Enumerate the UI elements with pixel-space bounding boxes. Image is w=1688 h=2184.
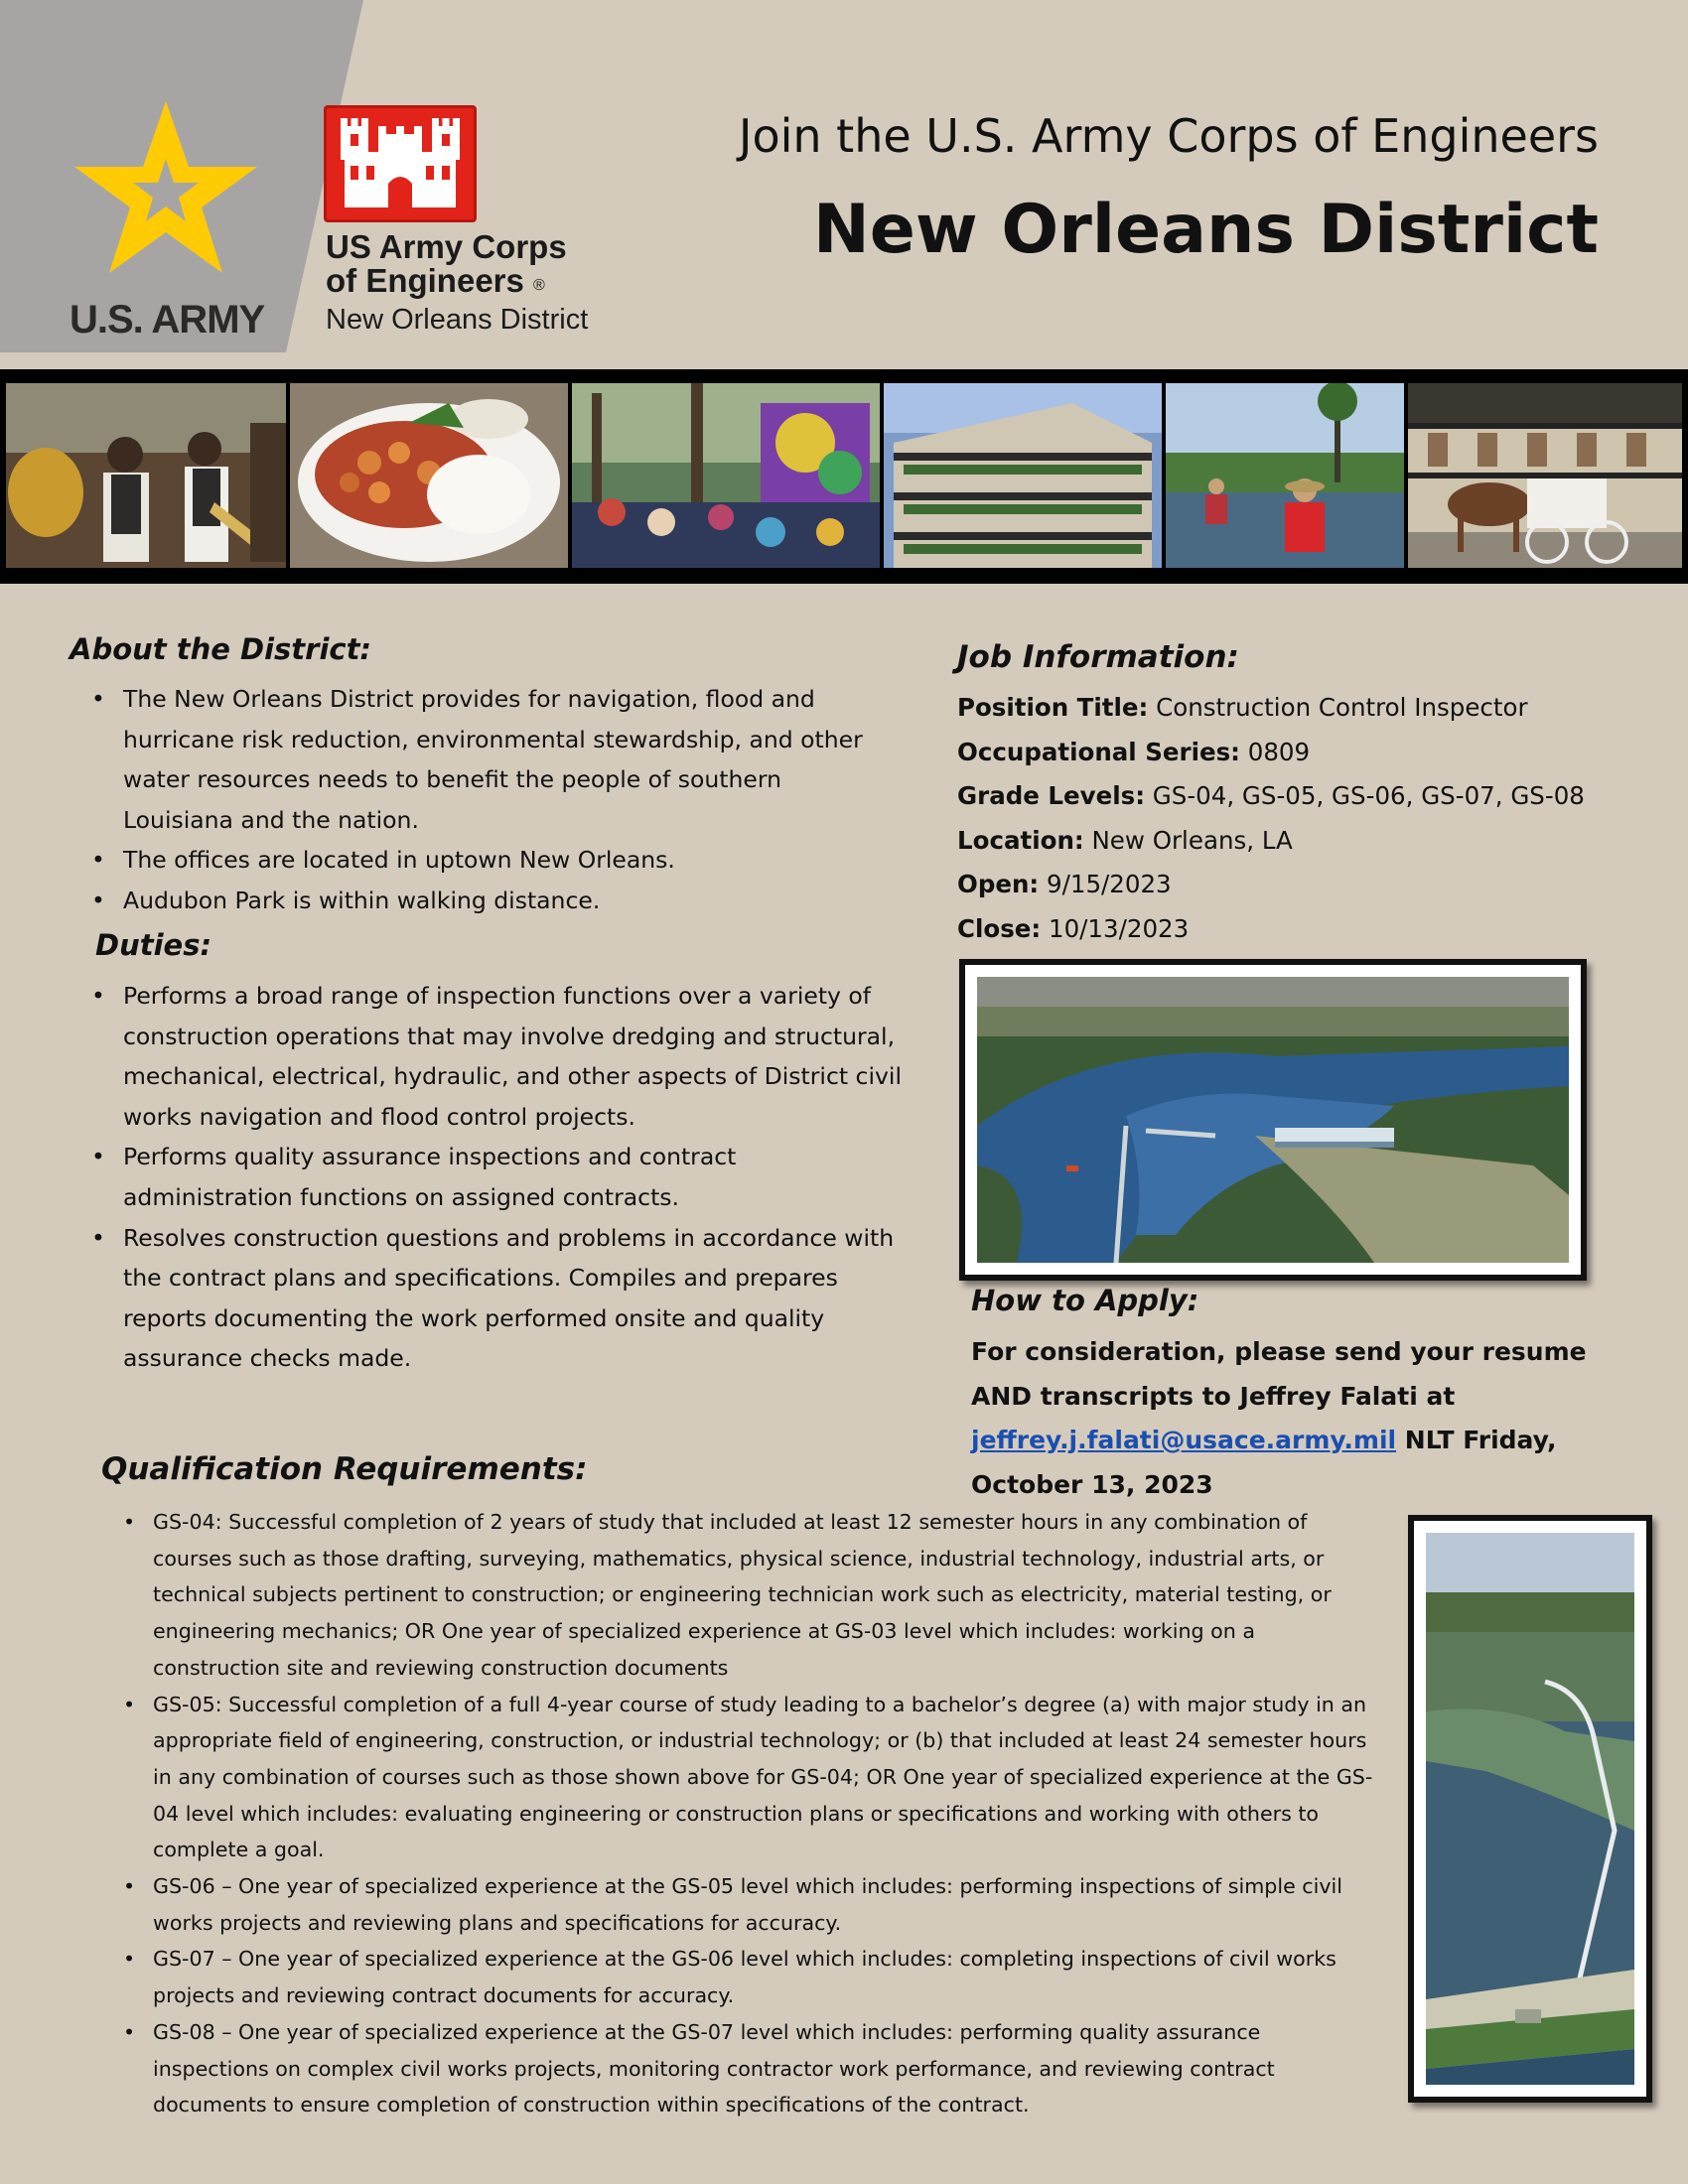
list-item: • GS-07 – One year of specialized experience at the GS-06 level which includes: completing inspections of civil works projects and reviewing contract documents for accuracy. — [101, 1941, 1382, 2013]
job-row-grades — [957, 774, 1652, 819]
army-star-icon — [71, 97, 260, 276]
job-row-close — [957, 907, 1652, 952]
list-item: • Audubon Park is within walking distance. — [70, 881, 894, 921]
qualifications-list — [101, 1504, 1382, 2123]
job-row-position — [957, 686, 1652, 731]
list-item: • Resolves construction questions and problems in accordance with the contract plans and specifications. Compiles and prepares reports documenting the work performed onsite and quality assurance checks made. — [70, 1218, 904, 1379]
apply-heading: How to Apply: — [971, 1284, 1199, 1317]
job-label: Location: — [957, 825, 1084, 855]
usace-logo-line3: New Orleans District — [326, 304, 589, 336]
list-item: • GS-04: Successful completion of 2 years of study that included at least 12 semester hours in any combination of courses such as those drafting, surveying, mathematics, physical science, industrial technology, industrial arts, or technical subjects pertinent to construction; or engineering technician work such as electricity, material testing, or engineering mechanics; OR One year of specialized experience at GS-03 level which includes: working on a construction site and reviewing construction documents — [101, 1504, 1382, 1687]
headline-line2: New Orleans District — [812, 191, 1599, 269]
castle-icon — [327, 108, 474, 219]
apply-text-after: NLT Friday, October 13, 2023 — [971, 1426, 1557, 1499]
list-item: • GS-06 – One year of specialized experience at the GS-05 level which includes: performing inspections of simple civil works projects and reviewing plans and specifications for accuracy. — [101, 1868, 1382, 1941]
brass-band-photo — [6, 383, 286, 568]
list-item: • The offices are located in uptown New Orleans. — [70, 840, 894, 881]
aerial-floodwall-image — [1426, 1533, 1634, 2085]
job-label: Close: — [957, 913, 1042, 943]
army-wordmark: U.S. ARMY — [70, 298, 265, 341]
photo-banner — [0, 369, 1688, 584]
usace-castle-logo — [324, 105, 477, 222]
duties-heading: Duties: — [95, 928, 212, 962]
mardi-gras-parade-photo — [572, 383, 880, 568]
job-info-block — [957, 686, 1652, 952]
headline-line1: Join the U.S. Army Corps of Engineers — [738, 109, 1599, 163]
apply-text-before: For consideration, please send your resume AND transcripts to Jeffrey Falati at — [971, 1337, 1587, 1411]
list-item: • GS-08 – One year of specialized experience at the GS-07 level which includes: performing quality assurance inspections on complex civil works projects, monitoring contractor work performance, and reviewing contract documents to ensure completion of construction within specifications of the contract. — [101, 2014, 1382, 2123]
usace-logo-line1: US Army Corps — [326, 228, 567, 265]
job-value: New Orleans, LA — [1083, 825, 1293, 855]
job-value: GS-04, GS-05, GS-06, GS-07, GS-08 — [1145, 781, 1585, 811]
list-item: • The New Orleans District provides for navigation, flood and hurricane risk reduction, environmental stewardship, and other water resources needs to benefit the people of southern Louisiana and the nation. — [70, 679, 894, 840]
duties-list — [70, 976, 904, 1379]
list-item: • GS-05: Successful completion of a full 4-year course of study leading to a bachelor’s degree (a) with major study in an appropriate field of engineering, construction, or industrial technology; or (b) that included at least 24 semester hours in any combination of courses such as those shown above for GS-04; OR One year of specialized experience at the GS-04 level which includes: evaluating engineering or construction plans or specifications and working with others to complete a goal. — [101, 1687, 1382, 1869]
about-list — [70, 679, 894, 921]
usace-logo-line2 — [326, 262, 545, 300]
job-info-heading: Job Information: — [957, 639, 1239, 675]
swamp-kayak-photo — [1166, 383, 1404, 568]
apply-text — [971, 1330, 1607, 1507]
job-label: Open: — [957, 870, 1040, 899]
french-quarter-balcony-photo — [884, 383, 1162, 568]
job-value: 10/13/2023 — [1041, 913, 1190, 943]
aerial-lock-image — [977, 977, 1569, 1263]
usace-logo-line2-text: of Engineers — [326, 262, 524, 299]
about-heading: About the District: — [70, 632, 372, 666]
job-label: Grade Levels: — [957, 781, 1146, 811]
horse-carriage-photo — [1408, 383, 1682, 568]
job-value: 9/15/2023 — [1039, 870, 1172, 899]
apply-email-link[interactable]: jeffrey.j.falati@usace.army.mil — [971, 1426, 1397, 1454]
list-item: • Performs a broad range of inspection functions over a variety of construction operations that may involve dredging and structural, mechanical, electrical, hydraulic, and other aspects of District civil works navigation and flood control projects. — [70, 976, 904, 1137]
job-value: 0809 — [1239, 737, 1311, 766]
job-label: Position Title: — [957, 693, 1149, 722]
job-row-series — [957, 731, 1652, 775]
registered-mark: ® — [533, 277, 545, 294]
job-label: Occupational Series: — [957, 737, 1240, 766]
job-row-open — [957, 863, 1652, 907]
creole-food-photo — [290, 383, 568, 568]
qualifications-heading: Qualification Requirements: — [101, 1451, 588, 1487]
aerial-lock-photo — [959, 959, 1587, 1281]
job-value: Construction Control Inspector — [1148, 693, 1528, 722]
list-item: • Performs quality assurance inspections and contract administration functions on assigned contracts. — [70, 1137, 904, 1217]
job-row-location — [957, 819, 1652, 864]
aerial-floodwall-photo — [1408, 1515, 1652, 2103]
